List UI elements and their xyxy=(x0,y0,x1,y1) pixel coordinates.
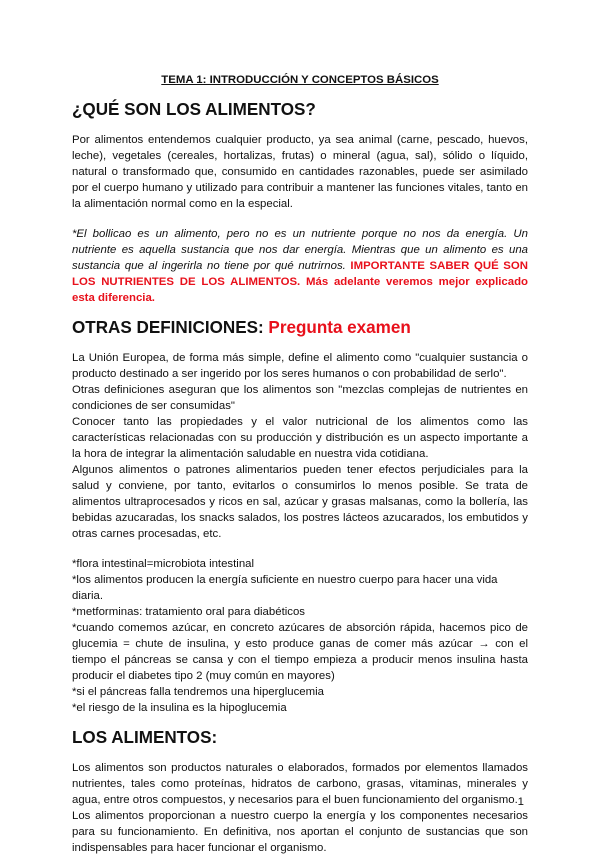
paragraph-propiedades: Conocer tanto las propiedades y el valor nutricional de los alimentos como las características relacionadas con su producción y distribución es un aspecto importante a la hora de integrar la alimentación saludable en nuestra vida cotidiana. xyxy=(72,416,528,460)
paragraph-energia-componentes: Los alimentos proporcionan a nuestro cuerpo la energía y los componentes necesarios para su funcionamiento. En definitiva, nos aportan el conjunto de sustancias que son indispensables para hacer funcionar el organismo. xyxy=(72,810,528,854)
section-heading-los-alimentos: LOS ALIMENTOS: xyxy=(72,728,218,747)
page-number: 1 xyxy=(517,796,524,808)
note-item: *el riesgo de la insulina es la hipoglucemia xyxy=(72,702,287,714)
note-bollicao-text: *El bollicao es un alimento, pero no es un nutriente porque no nos da energía. Un nutriente es aquella sustancia que nos dar energía. Mientras que un alimento es una sustancia que al ingerirla no tiene por qué nutrirnos. xyxy=(72,228,528,272)
note-bollicao xyxy=(72,226,528,306)
paragraph-productos-naturales: Los alimentos son productos naturales o elaborados, formados por elementos llamados nutrientes, tales como proteínas, hidratos de carbono, grasas, vitaminas, minerales y agua, entre otros compuestos, y necesarios para el buen funcionamiento del organismo. xyxy=(72,762,528,806)
exam-question-tag: Pregunta examen xyxy=(268,318,411,337)
paragraph-otras-definiciones: Otras definiciones aseguran que los alimentos son "mezclas complejas de nutrientes en condiciones de ser consumidas" xyxy=(72,384,528,412)
note-item: *metforminas: tratamiento oral para diabéticos xyxy=(72,606,305,618)
section-heading-otras-definiciones-text: OTRAS DEFINICIONES: xyxy=(72,318,264,337)
paragraph-definicion-alimentos: Por alimentos entendemos cualquier producto, ya sea animal (carne, pescado, huevos, leche), vegetales (cereales, hortalizas, frutas) o mineral (agua, sal), sólido o líquido, natural o transformado que, consumido en cantidades razonables, puede ser asimilado por el cuerpo humano y utilizado para contribuir a mantener las funciones vitales, tanto en la alimentación normal como en la especial. xyxy=(72,134,528,210)
note-item: *los alimentos producen la energía suficiente en nuestro cuerpo para hacer una vida diaria. xyxy=(72,574,498,602)
section-heading-otras-definiciones xyxy=(72,320,528,336)
document-page xyxy=(72,72,528,856)
note-item: *flora intestinal=microbiota intestinal xyxy=(72,558,255,570)
notes-list xyxy=(72,556,528,716)
paragraph-union-europea: La Unión Europea, de forma más simple, define el alimento como "cualquier sustancia o producto destinado a ser ingerido por los seres humanos o con probabilidad de serlo". xyxy=(72,352,528,380)
document-title: TEMA 1: INTRODUCCIÓN Y CONCEPTOS BÁSICOS xyxy=(161,74,439,86)
paragraph-ultraprocesados: Algunos alimentos o patrones alimentarios pueden tener efectos perjudiciales para la salud y conviene, por tanto, evitarlos o consumirlos lo menos posible. Se trata de alimentos ultraprocesados y ricos en sal, azúcar y grasas malsanas, como la bollería, las bebidas azucaradas, los snacks salados, los postres lácteos azucarados, los embutidos y otras carnes procesadas, etc. xyxy=(72,464,528,540)
section-heading-que-son: ¿QUÉ SON LOS ALIMENTOS? xyxy=(72,100,316,119)
note-item: *cuando comemos azúcar, en concreto azúcares de absorción rápida, hacemos pico de glucemia = chute de insulina, y esto produce ganas de comer más azúcar → con el tiempo el páncreas se cansa y con el tiempo empieza a producir menos insulina hasta producir el diabetes tipo 2 (muy común en mayores) xyxy=(72,622,528,682)
note-item: *si el páncreas falla tendremos una hiperglucemia xyxy=(72,686,325,698)
note-important-highlight: IMPORTANTE SABER QUÉ SON LOS NUTRIENTES DE LOS ALIMENTOS. Más adelante veremos mejor explicado esta diferencia. xyxy=(72,260,528,304)
